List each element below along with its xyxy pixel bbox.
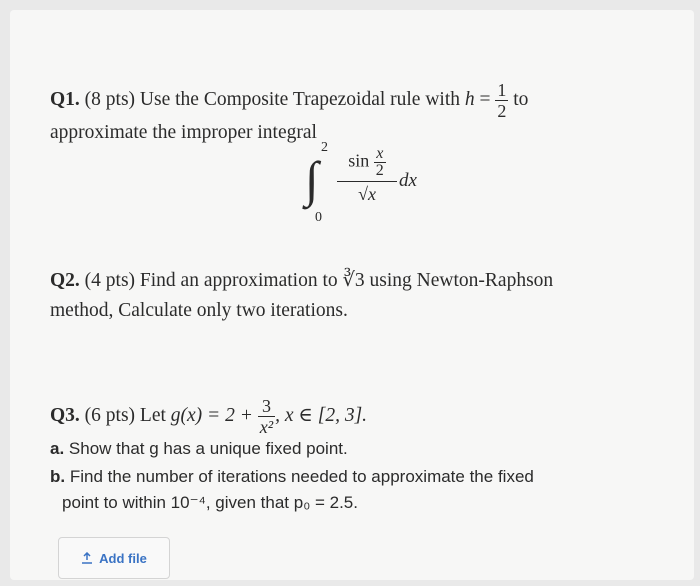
q3-part-a <box>50 434 348 463</box>
q1-label: Q1. <box>50 88 80 110</box>
q3-a-text: Show that g has a unique fixed point. <box>68 439 348 458</box>
q2-label: Q2. <box>50 270 80 291</box>
question-3 <box>50 396 367 437</box>
q3-let: Let <box>139 404 166 426</box>
integrand-denominator: √x <box>358 184 376 204</box>
q1-text: Use the Composite Trapezoidal rule with <box>139 88 461 110</box>
integral-lower-limit: 0 <box>315 210 322 225</box>
q1-text-to: to <box>513 88 529 110</box>
integral-upper-limit: 2 <box>321 140 328 155</box>
integral-differential: dx <box>399 170 417 191</box>
integrand-fraction <box>337 146 397 206</box>
q3-function: g(x) = 2 + <box>170 404 253 426</box>
add-file-button[interactable] <box>58 537 170 579</box>
integrand-numerator <box>337 146 397 182</box>
q3-frac-numerator: 3 <box>258 396 275 417</box>
q3-domain: , x ∈ [2, 3]. <box>275 404 368 426</box>
q3-points: (6 pts) <box>84 404 136 426</box>
q2-text: Find an approximation to <box>139 270 338 291</box>
q2-text-2: using Newton-Raphson <box>369 270 554 291</box>
question-1 <box>50 80 690 121</box>
sin-function: sin <box>348 150 370 171</box>
q3-frac-denominator: x² <box>259 417 274 437</box>
q1-frac-numerator: 1 <box>497 80 507 100</box>
q1-h-variable: h <box>464 88 475 110</box>
upload-icon <box>81 552 93 564</box>
sin-arg-numerator: x <box>374 146 386 163</box>
q3-label: Q3. <box>50 404 80 426</box>
add-file-label: Add file <box>99 550 147 566</box>
q1-points: (8 pts) <box>84 88 136 110</box>
sin-arg-denominator: 2 <box>375 162 384 179</box>
question-card <box>10 10 694 580</box>
q1-line-2: approximate the improper integral <box>50 122 317 143</box>
q3-fraction <box>258 396 275 437</box>
sin-argument <box>374 146 386 179</box>
q1-h-fraction <box>495 80 508 121</box>
q2-line-2: method, Calculate only two iterations. <box>50 300 348 321</box>
q1-integral <box>305 140 445 230</box>
question-2 <box>50 266 553 295</box>
q2-points: (4 pts) <box>84 270 136 291</box>
q2-cube-root: ∛3 <box>342 270 365 291</box>
q1-frac-denominator: 2 <box>497 101 507 121</box>
q3-a-label: a. <box>50 439 65 458</box>
q3-b-line-2: point to within 10⁻⁴, given that p₀ = 2.5. <box>62 493 358 512</box>
q3-b-label: b. <box>50 467 66 486</box>
q1-equals: = <box>479 88 491 110</box>
q3-b-text: Find the number of iterations needed to approximate the fixed <box>69 467 534 486</box>
q3-part-b <box>50 462 534 491</box>
integral-sign: ∫ <box>305 151 319 207</box>
